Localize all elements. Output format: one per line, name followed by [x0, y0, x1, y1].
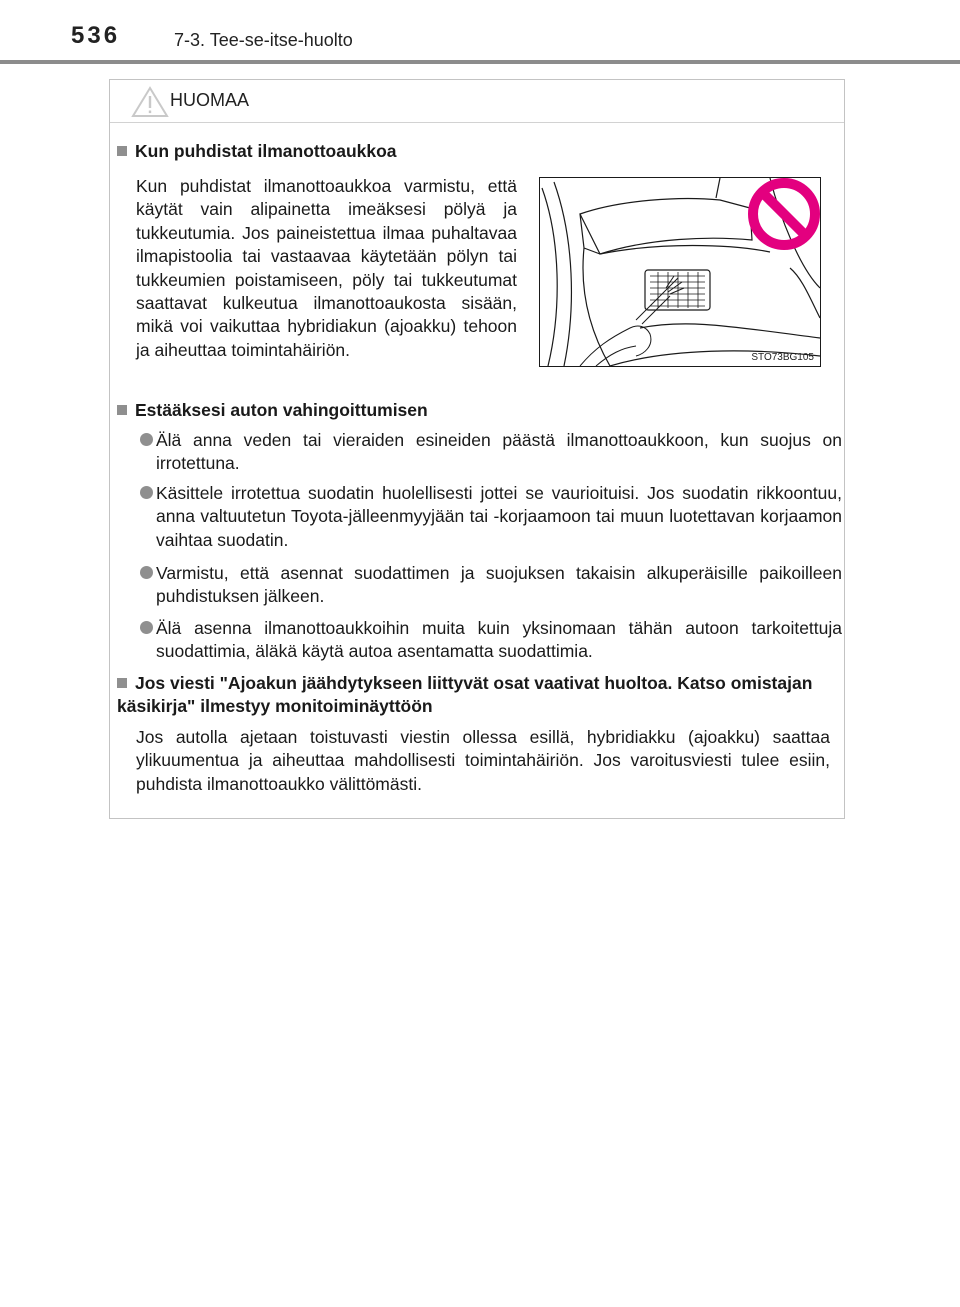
header-divider	[0, 60, 960, 64]
list-item-text: Käsittele irrotettua suodatin huolellisesti jottei se vaurioituisi. Jos suodatin rikkoontuu, anna valtuutetun Toyota-jälleenmyyjään tai -korjaamoon tai muun luotettavan korjaamon vaihtaa suodatin.	[156, 483, 842, 550]
square-bullet-icon	[117, 405, 127, 415]
warning-triangle-icon	[130, 85, 170, 119]
notice-box	[109, 79, 845, 819]
bullet-dot-icon	[140, 486, 153, 499]
list-item	[140, 482, 842, 552]
section-title: 7-3. Tee-se-itse-huolto	[174, 30, 353, 50]
heading-text: Kun puhdistat ilmanottoaukkoa	[135, 141, 397, 161]
figure-code: STO73BG105	[751, 352, 814, 363]
list-item	[140, 562, 842, 609]
square-bullet-icon	[117, 678, 127, 688]
list-item-text: Varmistu, että asennat suodattimen ja suojuksen takaisin alkuperäisille paikoilleen puhdistuksen jälkeen.	[156, 563, 842, 607]
notice-title: HUOMAA	[170, 90, 250, 110]
cleaning-paragraph: Kun puhdistat ilmanottoaukkoa varmistu, että käytät vain alipainetta imeäksesi pölyä ja tukkeutumia. Jos paineistettua ilmaa puhaltavaa ilmapistoolia tai vastaavaa käytetään pölyn tai tukkeumien poistamiseen, pöly tai tukkeutumat saattavat kulkeutua ilmanottoaukosta sisään, mikä voi vaikuttaa hybridiakun (ajoakku) tehoon ja aiheuttaa toimintahäiriön.	[136, 176, 517, 360]
illustration-drawing	[540, 178, 820, 366]
section-heading-cooling-message	[117, 672, 839, 718]
notice-header	[110, 80, 844, 123]
bullet-dot-icon	[140, 621, 153, 634]
section-heading-cleaning	[117, 140, 397, 163]
page-number: 536	[71, 22, 121, 49]
section-heading-damage	[117, 399, 428, 422]
list-item-text: Älä asenna ilmanottoaukkoihin muita kuin yksinomaan tähän autoon tarkoitettuja suodattimia, äläkä käytä autoa asentamatta suodattimia.	[156, 618, 842, 662]
bullet-dot-icon	[140, 433, 153, 446]
heading-text: Estääksesi auton vahingoittumisen	[135, 400, 428, 420]
bullet-dot-icon	[140, 566, 153, 579]
cooling-message-paragraph: Jos autolla ajetaan toistuvasti viestin ollessa esillä, hybridiakku (ajoakku) saattaa ylikuumentua ja aiheuttaa mahdollisesti toimintahäiriön. Jos varoitusviesti tulee esiin, puhdista ilmanottoaukko välittömästi.	[136, 727, 830, 794]
prohibited-icon	[753, 183, 815, 245]
list-item-text: Älä anna veden tai vieraiden esineiden päästä ilmanottoaukkoon, kun suojus on irrotettuna.	[156, 430, 842, 474]
illustration-air-intake	[539, 177, 821, 367]
list-item	[140, 429, 842, 476]
heading-text: Jos viesti "Ajoakun jäähdytykseen liittyvät osat vaativat huoltoa. Katso omistajan käsikirja" ilmestyy monitoiminäyttöön	[117, 673, 813, 716]
square-bullet-icon	[117, 146, 127, 156]
page-header	[0, 0, 960, 70]
list-item	[140, 617, 842, 664]
